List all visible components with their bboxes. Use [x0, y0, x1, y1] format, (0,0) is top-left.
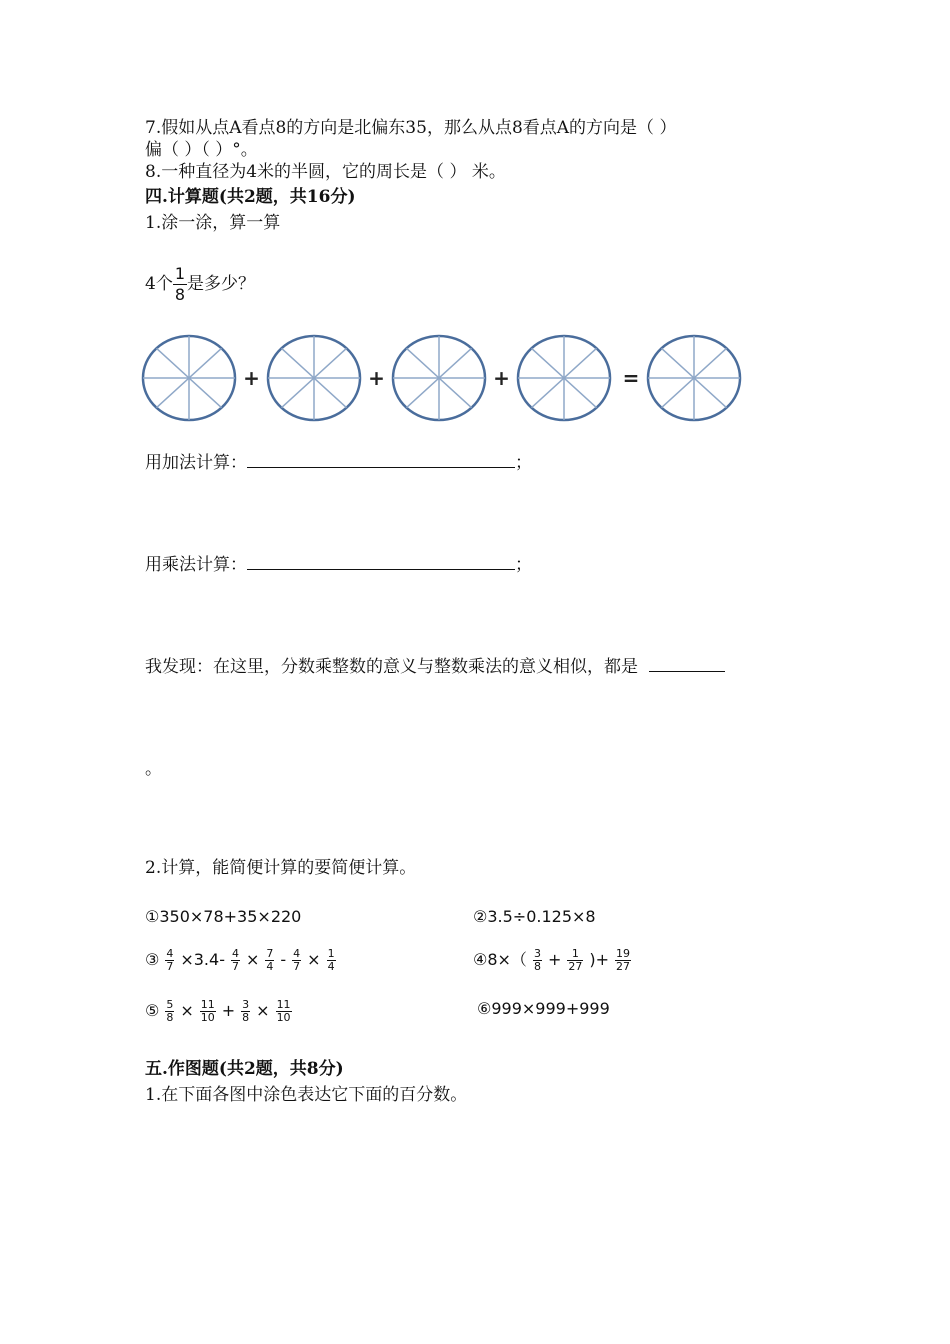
expression-1: ①350×78+35×220	[145, 907, 302, 926]
e5-fraction-1	[165, 999, 174, 1024]
e3-f1-num: 4	[166, 946, 174, 960]
e4-fraction-2	[567, 948, 583, 973]
e5-term-2: +	[221, 1001, 236, 1020]
discovery-end: 。	[145, 759, 162, 779]
e4-term-1: +	[547, 950, 562, 969]
s4-p1-question	[145, 262, 255, 306]
question-prefix: 4个	[145, 274, 173, 294]
e3-f5-num: 1	[327, 946, 335, 960]
e4-term-2: )+	[589, 950, 609, 969]
addition-end: ；	[515, 453, 532, 473]
expression-6: ⑥999×999+999	[477, 999, 610, 1018]
e5-fraction-4	[276, 999, 292, 1024]
q7-line1: 7.假如从点A看点8的方向是北偏东35，那么从点8看点A的方向是（ ）	[145, 118, 677, 138]
e5-fraction-2	[200, 999, 216, 1024]
e5-term-3: ×	[256, 1001, 270, 1020]
e3-mark: ③	[145, 950, 160, 969]
e5-f2-den: 10	[200, 1010, 215, 1024]
e3-f2-num: 4	[231, 946, 239, 960]
e5-f1-num: 5	[166, 997, 174, 1011]
e5-f2-num: 11	[200, 997, 215, 1011]
fraction-circle[interactable]	[393, 336, 485, 420]
e3-f5-den: 4	[327, 959, 335, 973]
e5-f3-den: 8	[242, 1010, 250, 1024]
e4-fraction-1	[533, 948, 542, 973]
section5-title: 五.作图题(共2题，共8分)	[145, 1059, 344, 1079]
plus-sign: +	[243, 366, 260, 390]
e5-term-1: ×	[180, 1001, 194, 1020]
multiplication-end: ；	[515, 555, 532, 575]
fraction-circle[interactable]	[648, 336, 740, 420]
e4-f1-num: 3	[533, 946, 541, 960]
expression-5	[145, 993, 292, 1029]
e3-fraction-3	[265, 948, 274, 973]
expression-2: ②3.5÷0.125×8	[473, 907, 596, 926]
addition-row	[145, 452, 532, 474]
e5-f1-den: 8	[166, 1010, 174, 1024]
fraction-denominator: 8	[174, 284, 186, 304]
q7-line2: 偏（ ）（ ）°。	[145, 140, 258, 160]
e4-f3-num: 19	[616, 946, 630, 960]
e4-mark: ④8×（	[473, 950, 527, 969]
e3-fraction-4	[292, 948, 301, 973]
fraction-numerator: 1	[174, 263, 186, 283]
e4-fraction-3	[615, 948, 631, 973]
s5-p1-title: 1.在下面各图中涂色表达它下面的百分数。	[145, 1085, 468, 1105]
e3-f4-num: 4	[293, 946, 301, 960]
question-suffix: 是多少？	[187, 274, 256, 294]
e4-f1-den: 8	[533, 959, 541, 973]
e3-f3-den: 4	[266, 959, 274, 973]
circle-row	[140, 330, 760, 426]
e3-term-2: ×	[245, 950, 260, 969]
e3-f4-den: 7	[293, 959, 301, 973]
e3-fraction-1	[165, 948, 174, 973]
plus-sign: +	[493, 366, 510, 390]
q8-text: 8.一种直径为4米的半圆，它的周长是（ ） 米。	[145, 162, 506, 182]
multiplication-label: 用乘法计算：	[145, 555, 247, 575]
expression-3	[145, 943, 336, 977]
e3-term-1: ×3.4-	[180, 950, 225, 969]
e3-fraction-2	[231, 948, 240, 973]
fraction-one-eighth	[173, 264, 187, 305]
equals-sign: =	[622, 366, 640, 390]
e4-f2-num: 1	[571, 946, 579, 960]
fraction-circle[interactable]	[268, 336, 360, 420]
discovery-row	[145, 656, 725, 678]
expression-4	[473, 943, 631, 977]
addition-label: 用加法计算：	[145, 453, 247, 473]
discovery-answer-blank[interactable]	[649, 671, 725, 672]
e3-fraction-5	[327, 948, 336, 973]
fraction-circle[interactable]	[518, 336, 610, 420]
e3-term-3: -	[280, 950, 287, 969]
section4-title: 四.计算题(共2题，共16分)	[145, 187, 356, 207]
e5-f4-den: 10	[276, 1010, 291, 1024]
e3-f1-den: 7	[166, 959, 174, 973]
e4-f2-den: 27	[568, 959, 583, 973]
e3-term-4: ×	[307, 950, 321, 969]
multiplication-row	[145, 554, 532, 576]
s4-p1-title: 1.涂一涂，算一算	[145, 213, 281, 233]
multiplication-answer-blank[interactable]	[247, 569, 515, 570]
e5-fraction-3	[241, 999, 250, 1024]
e5-mark: ⑤	[145, 1001, 160, 1020]
fraction-circle[interactable]	[143, 336, 235, 420]
addition-answer-blank[interactable]	[247, 467, 515, 468]
e3-f3-num: 7	[266, 946, 274, 960]
e5-f4-num: 11	[276, 997, 291, 1011]
discovery-text: 我发现：在这里，分数乘整数的意义与整数乘法的意义相似，都是	[145, 657, 638, 677]
plus-sign: +	[368, 366, 385, 390]
e3-f2-den: 7	[231, 959, 239, 973]
e4-f3-den: 27	[616, 959, 630, 973]
e5-f3-num: 3	[242, 997, 250, 1011]
s4-p2-title: 2.计算，能简便计算的要简便计算。	[145, 858, 417, 878]
